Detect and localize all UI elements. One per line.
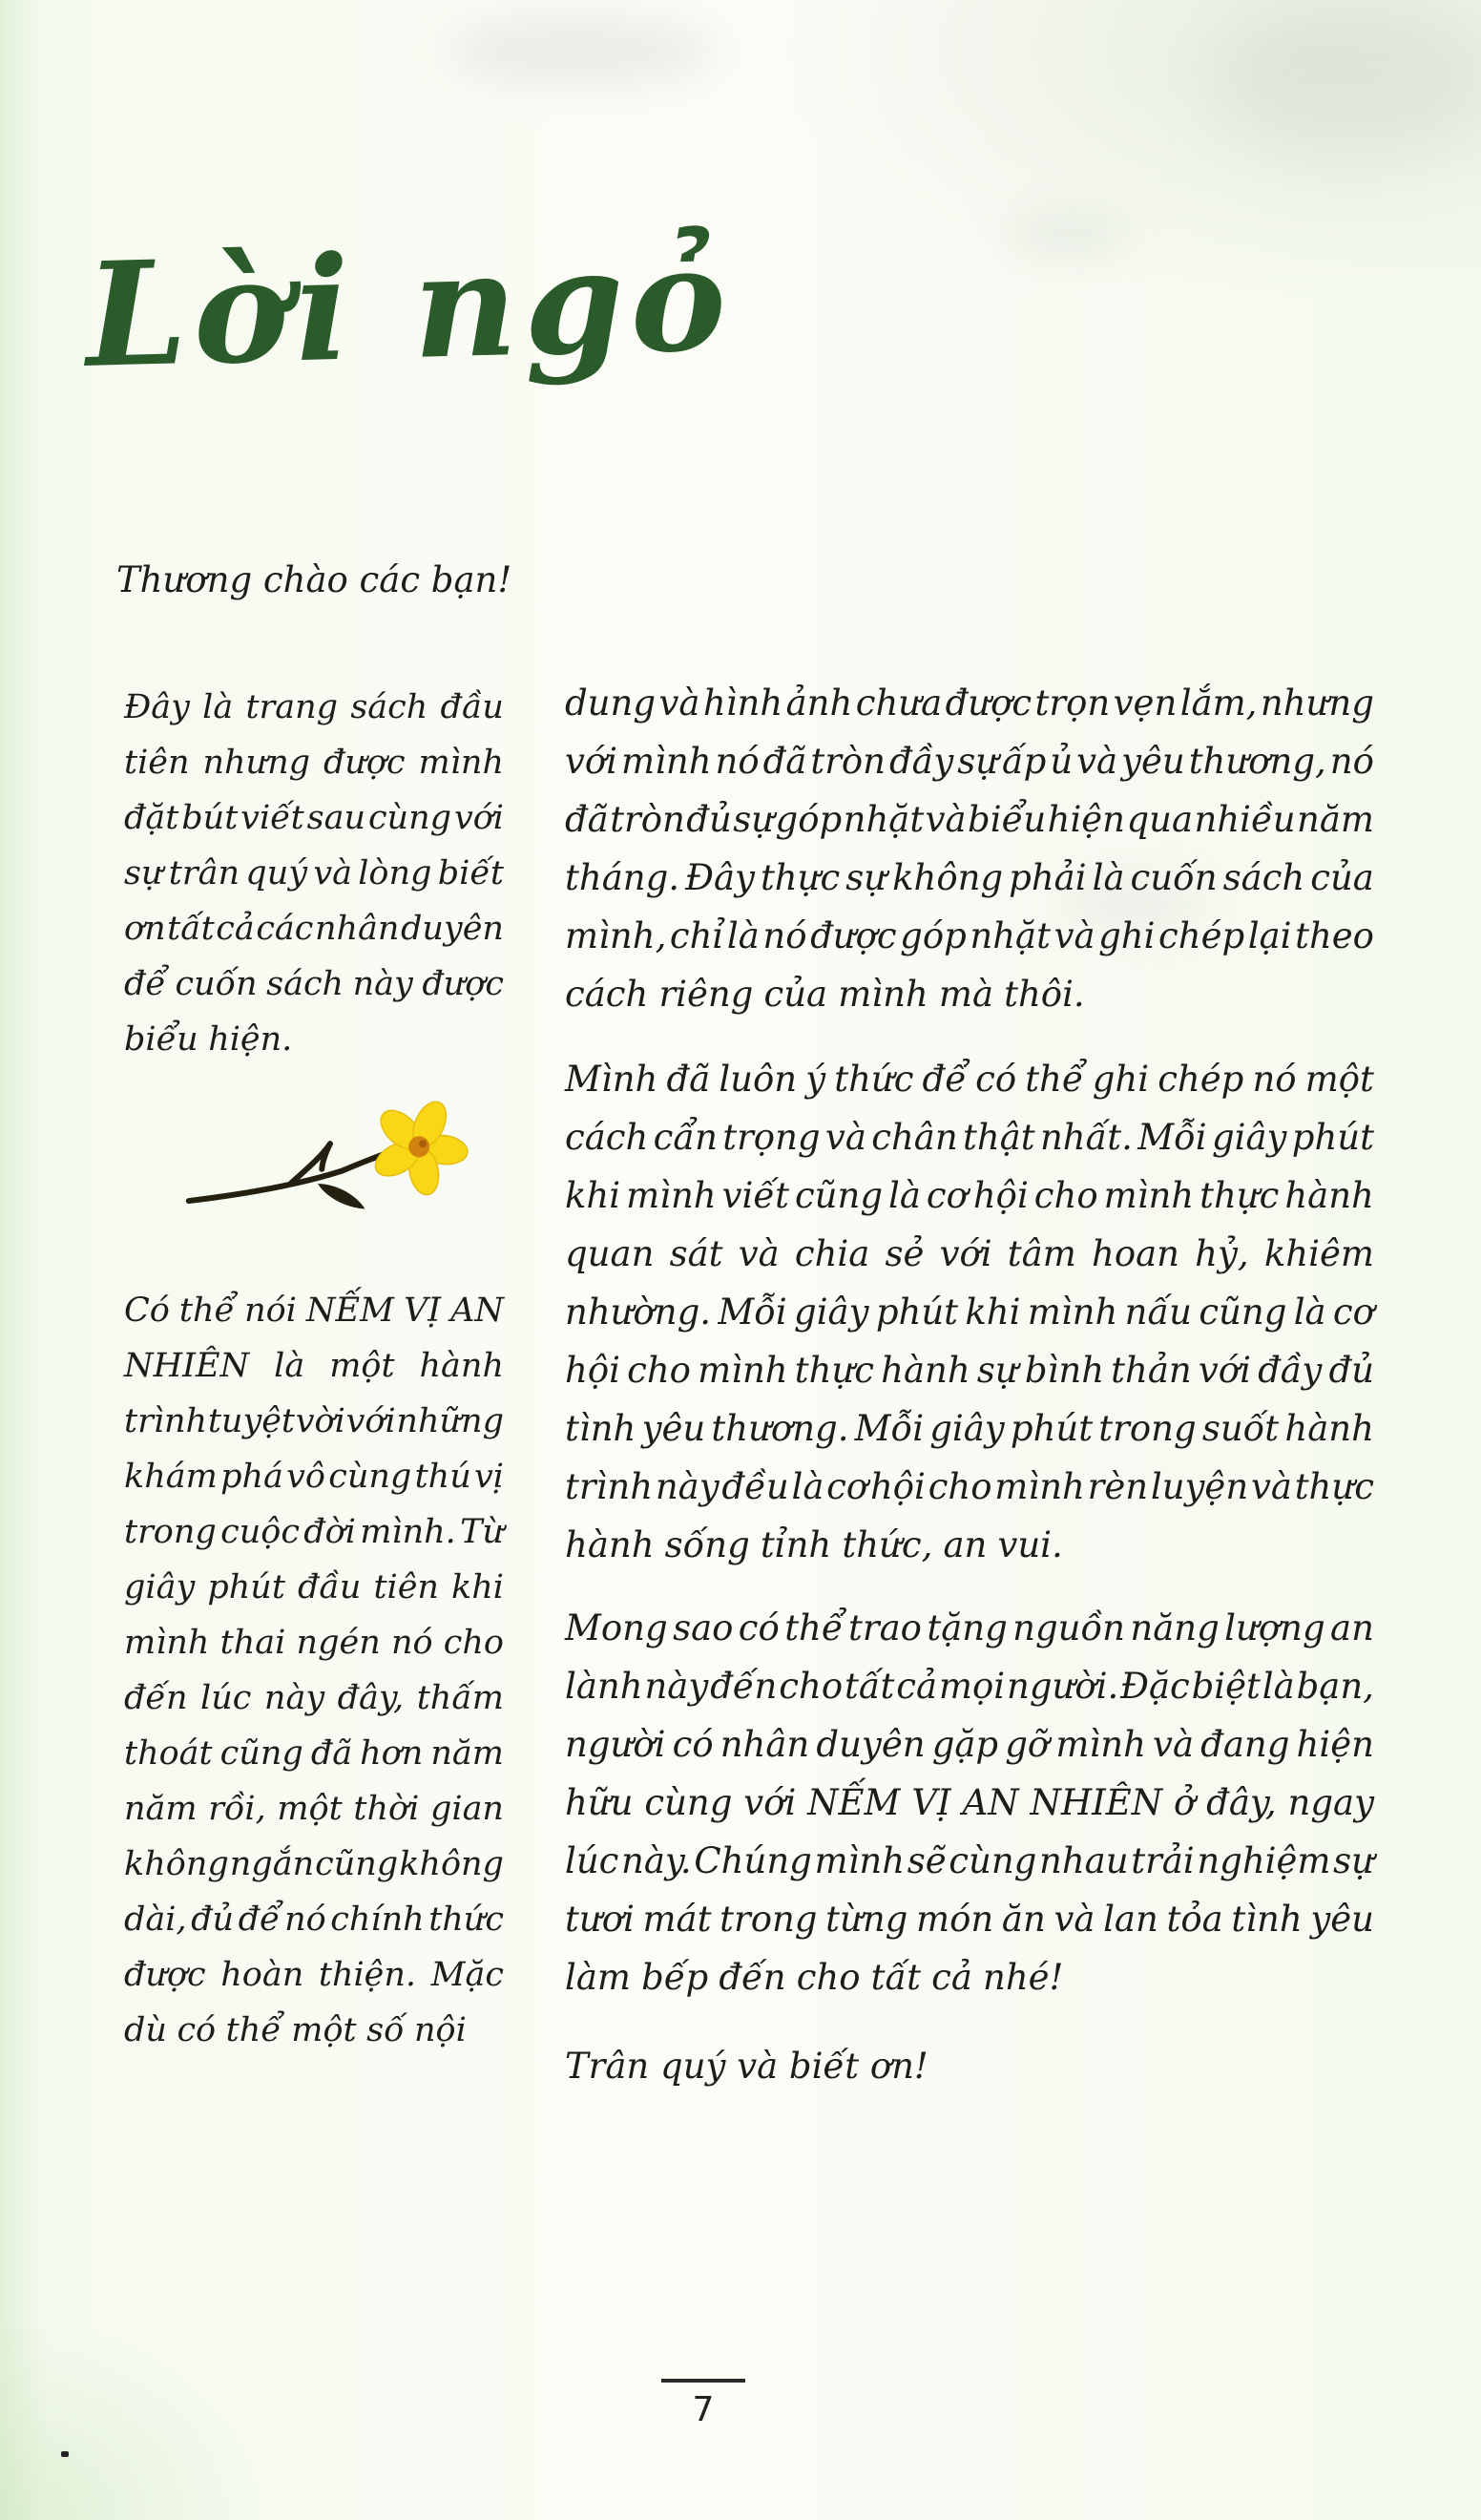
text-line: dù có thể một số nội — [124, 2010, 467, 2049]
text-line: tháng. Đây thực sự không phải là cuốn sách của — [565, 857, 1374, 898]
text-line: hữu cùng với NẾM VỊ AN NHIÊN ở đây, ngay — [565, 1782, 1374, 1823]
text-line: Mong sao có thể trao tặng nguồn năng lượng an — [565, 1607, 1374, 1648]
text-line: Có thể nói NẾM VỊ AN — [124, 1291, 504, 1330]
text-line: biểu hiện. — [124, 1019, 293, 1059]
text-line: lúc này. Chúng mình sẽ cùng nhau trải nghiệm sự — [565, 1840, 1374, 1881]
scan-smudge — [448, 17, 716, 84]
text-line: mình, chỉ là nó được góp nhặt và ghi chép lại theo — [565, 915, 1374, 956]
text-line: sự trân quý và lòng biết — [124, 853, 504, 892]
footer-rule — [661, 2379, 745, 2383]
scan-smudge — [1212, 0, 1481, 162]
greeting-text: Thương chào các bạn! — [116, 559, 512, 600]
text-line: khi mình viết cũng là cơ hội cho mình thực hành — [565, 1175, 1374, 1216]
page-footer — [608, 2379, 799, 2429]
flower-icon — [177, 1092, 492, 1235]
text-line: khám phá vô cùng thú vị — [124, 1457, 504, 1496]
closing-text: Trân quý và biết ơn! — [565, 2046, 928, 2087]
left-paragraph-2 — [124, 1283, 504, 2058]
right-paragraph-3 — [565, 1599, 1374, 2006]
right-paragraph-2 — [565, 1050, 1374, 1574]
page-title: Lời ngỏ — [83, 215, 735, 400]
text-line: NHIÊN là một hành — [124, 1346, 504, 1385]
text-line: trong cuộc đời mình. Từ — [124, 1512, 504, 1551]
right-column — [565, 674, 1374, 2095]
text-line: tươi mát trong từng món ăn và lan tỏa tình yêu — [565, 1899, 1374, 1940]
text-line: được hoàn thiện. Mặc — [124, 1955, 504, 1994]
left-column — [124, 680, 504, 2058]
text-line: hội cho mình thực hành sự bình thản với đầy đủ — [565, 1350, 1374, 1391]
text-line: làm bếp đến cho tất cả nhé! — [565, 1957, 1064, 1998]
left-paragraph-1 — [124, 680, 504, 1067]
scan-smudge — [1002, 215, 1126, 257]
text-line: mình thai ngén nó cho — [124, 1623, 504, 1662]
text-line: trình tuyệt vời với những — [124, 1401, 504, 1440]
text-line: tiên nhưng được mình — [124, 743, 504, 782]
text-line: cách cẩn trọng và chân thật nhất. Mỗi giây phút — [565, 1117, 1374, 1158]
text-line: nhường. Mỗi giây phút khi mình nấu cũng là cơ — [565, 1292, 1374, 1333]
text-line: dung và hình ảnh chưa được trọn vẹn lắm, nhưng — [565, 682, 1374, 724]
text-line: lành này đến cho tất cả mọi người. Đặc biệt là bạn, — [565, 1666, 1374, 1707]
text-line: hành sống tỉnh thức, an vui. — [565, 1524, 1063, 1565]
text-line: quan sát và chia sẻ với tâm hoan hỷ, khiêm — [565, 1233, 1374, 1274]
text-line: ơn tất cả các nhân duyên — [124, 909, 504, 948]
page-number: 7 — [692, 2390, 715, 2429]
text-line: đã tròn đủ sự góp nhặt và biểu hiện qua nhiều năm — [565, 799, 1374, 840]
text-line: đặt bút viết sau cùng với — [124, 798, 504, 837]
text-line: đến lúc này đây, thấm — [124, 1678, 504, 1717]
text-line: người có nhân duyên gặp gỡ mình và đang hiện — [565, 1724, 1374, 1765]
text-line: Mình đã luôn ý thức để có thể ghi chép nó một — [565, 1059, 1374, 1100]
text-line: giây phút đầu tiên khi — [124, 1567, 504, 1606]
text-line: không ngắn cũng không — [124, 1844, 504, 1883]
pressed-flower-image — [177, 1092, 492, 1235]
text-line: cách riêng của mình mà thôi. — [565, 974, 1085, 1015]
ink-speck — [61, 2451, 69, 2457]
text-line: năm rồi, một thời gian — [124, 1789, 504, 1828]
right-paragraph-1 — [565, 674, 1374, 1023]
text-line: trình này đều là cơ hội cho mình rèn luyện và thực — [565, 1466, 1374, 1507]
text-line: tình yêu thương. Mỗi giây phút trong suốt hành — [565, 1408, 1374, 1449]
text-line: để cuốn sách này được — [124, 964, 504, 1003]
text-line: với mình nó đã tròn đầy sự ấp ủ và yêu thương, nó — [565, 741, 1374, 782]
text-line: Đây là trang sách đầu — [124, 687, 504, 726]
text-line: dài, đủ để nó chính thức — [124, 1900, 504, 1939]
text-line: thoát cũng đã hơn năm — [124, 1733, 504, 1773]
